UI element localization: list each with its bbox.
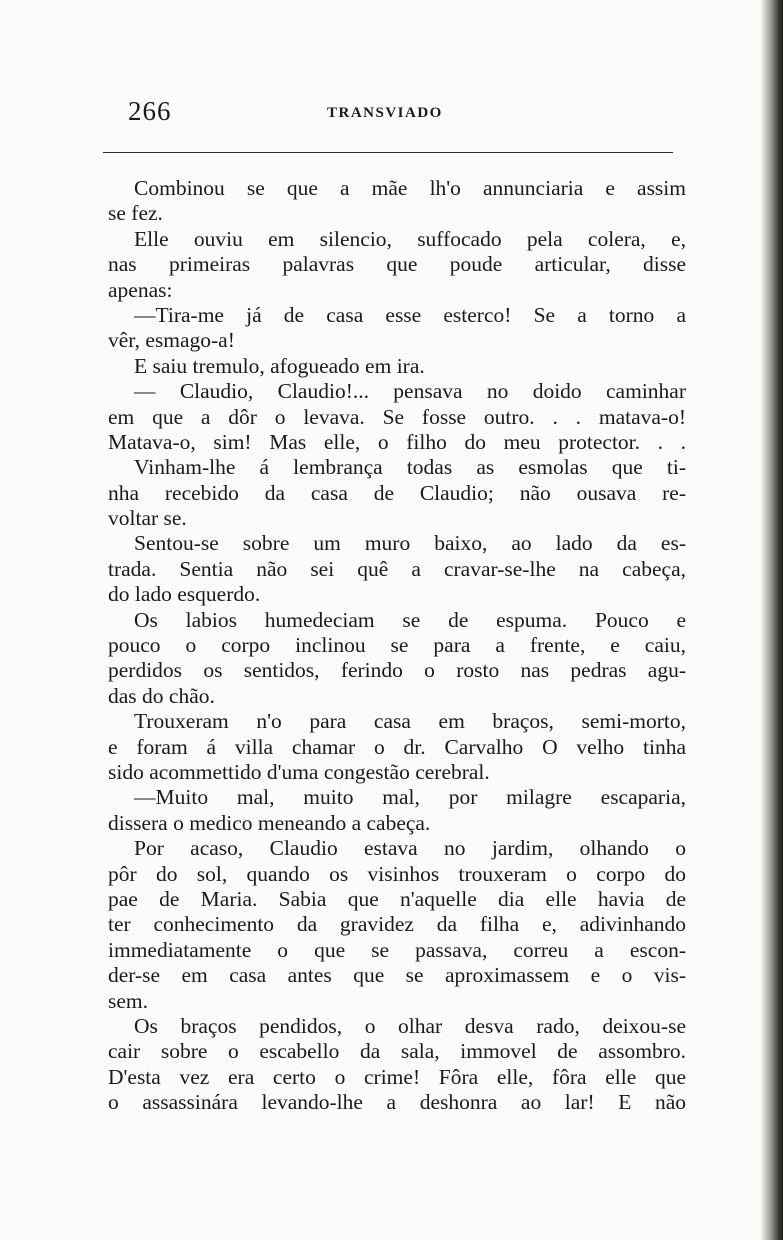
text-line: —Tira-me já de casa esse esterco! Se a torno a xyxy=(134,302,686,327)
text-line: pouco o corpo inclinou se para a frente, e caiu, xyxy=(108,633,686,658)
text-line: das do chão. xyxy=(108,683,215,708)
text-line: Por acaso, Claudio estava no jardim, olhando o xyxy=(134,836,686,861)
running-head: TRANSVIADO xyxy=(327,105,443,121)
page-number: 266 xyxy=(128,96,172,126)
body-text xyxy=(108,176,686,1115)
text-line: o assassinára levando-lhe a deshonra ao lar! E não xyxy=(108,1090,686,1115)
text-line: nas primeiras palavras que poude articular, disse xyxy=(108,252,686,277)
text-line: immediatamente o que se passava, correu a escon- xyxy=(108,937,686,962)
text-line: do lado esquerdo. xyxy=(108,582,261,607)
page-binding-edge xyxy=(761,0,783,1240)
text-line: ter conhecimento da gravidez da filha e, adivinhando xyxy=(108,912,686,937)
text-line: — Claudio, Claudio!... pensava no doido caminhar xyxy=(134,379,686,404)
text-line: D'esta vez era certo o crime! Fôra elle, fôra elle que xyxy=(108,1064,686,1089)
text-line: voltar se. xyxy=(108,506,187,531)
text-line: Os labios humedeciam se de espuma. Pouco e xyxy=(134,607,686,632)
text-line: dissera o medico meneando a cabeça. xyxy=(108,810,431,835)
text-line: e foram á villa chamar o dr. Carvalho O velho tinha xyxy=(108,734,686,759)
text-line: Sentou-se sobre um muro baixo, ao lado da es- xyxy=(134,531,686,556)
text-line: perdidos os sentidos, ferindo o rosto nas pedras agu- xyxy=(108,658,686,683)
text-line: der-se em casa antes que se aproximassem e o vis- xyxy=(108,963,686,988)
text-line: Elle ouviu em silencio, suffocado pela colera, e, xyxy=(134,226,686,251)
text-line: sem. xyxy=(108,988,149,1013)
text-line: pae de Maria. Sabia que n'aquelle dia elle havia de xyxy=(108,886,686,911)
text-line: se fez. xyxy=(108,201,163,226)
page-header xyxy=(108,96,683,130)
text-line: nha recebido da casa de Claudio; não ousava re- xyxy=(108,480,686,505)
text-line: cair sobre o escabello da sala, immovel de assombro. xyxy=(108,1039,686,1064)
text-line: sido acommettido d'uma congestão cerebral. xyxy=(108,759,490,784)
header-rule xyxy=(103,152,673,153)
text-line: pôr do sol, quando os visinhos trouxeram o corpo do xyxy=(108,861,686,886)
text-line: Os braços pendidos, o olhar desva rado, deixou-se xyxy=(134,1013,686,1038)
text-line: em que a dôr o levava. Se fosse outro. . . matava-o! xyxy=(108,404,686,429)
text-line: Trouxeram n'o para casa em braços, semi-morto, xyxy=(134,709,686,734)
text-line: apenas: xyxy=(108,277,173,302)
text-line: Matava-o, sim! Mas elle, o filho do meu protector. . . xyxy=(108,429,686,454)
text-line: Vinham-lhe á lembrança todas as esmolas que ti- xyxy=(134,455,686,480)
text-line: Combinou se que a mãe lh'o annunciaria e assim xyxy=(134,176,686,200)
text-line: vêr, esmago-a! xyxy=(108,328,235,353)
text-line: trada. Sentia não sei quê a cravar-se-lhe na cabeça, xyxy=(108,556,686,581)
text-line: —Muito mal, muito mal, por milagre escaparia, xyxy=(134,785,686,810)
text-line: E saiu tremulo, afogueado em ira. xyxy=(134,353,425,378)
